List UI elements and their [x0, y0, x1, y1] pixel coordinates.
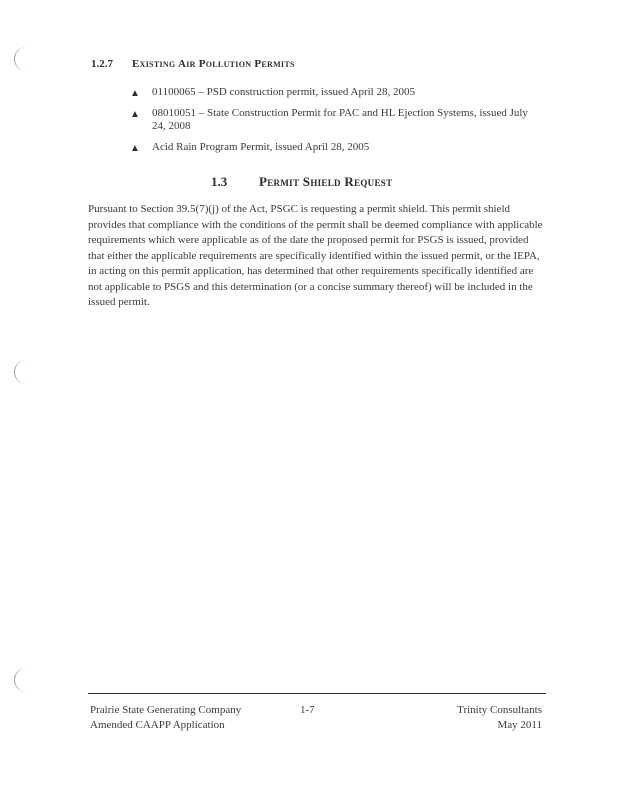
list-item-text: 01100065 – PSD construction permit, issued April 28, 2005 [152, 86, 415, 98]
list-item [130, 86, 530, 99]
section-title: Existing Air Pollution Permits [132, 58, 295, 70]
footer-consultant: Trinity Consultants [457, 704, 542, 716]
footer-date: May 2011 [497, 719, 542, 731]
permit-list [130, 86, 530, 162]
list-item [130, 107, 530, 133]
subsection-title: Permit Shield Request [259, 174, 393, 189]
list-item [130, 141, 530, 154]
footer-center [300, 703, 315, 718]
subsection-heading [211, 174, 392, 190]
footer-company: Prairie State Generating Company [90, 704, 242, 716]
footer-left [90, 703, 241, 733]
triangle-bullet-icon: ▲ [130, 109, 140, 120]
body-paragraph: Pursuant to Section 39.5(7)(j) of the Act, PSGC is requesting a permit shield. This permit shield provides that compliance with the conditions of the permit shall be deemed compliance with applicable requirements which were applicable as of the date the proposed permit for PSGS is issued, provided that either the applicable requirements are specifically identified within the issued permit, or the IEPA, in acting on this permit application, has determined that other requirements specifically identified are not applicable to PSGS and this determination (or a concise summary thereof) will be included in the issued permit. [88, 203, 543, 308]
section-number: 1.2.7 [91, 58, 113, 70]
list-item-text: 08010051 – State Construction Permit for PAC and HL Ejection Systems, issued July 24, 2008 [152, 107, 528, 132]
binder-hole-bottom [14, 668, 31, 692]
list-item-text: Acid Rain Program Permit, issued April 28, 2005 [152, 141, 370, 153]
section-heading [91, 58, 295, 70]
subsection-number: 1.3 [211, 174, 228, 189]
triangle-bullet-icon: ▲ [130, 143, 140, 154]
triangle-bullet-icon: ▲ [130, 88, 140, 99]
binder-hole-top [14, 47, 31, 71]
footer-divider [88, 693, 546, 694]
footer-document: Amended CAAPP Application [90, 719, 225, 731]
page-number: 1-7 [300, 704, 315, 716]
footer-right [457, 703, 542, 733]
binder-hole-middle [14, 360, 31, 384]
